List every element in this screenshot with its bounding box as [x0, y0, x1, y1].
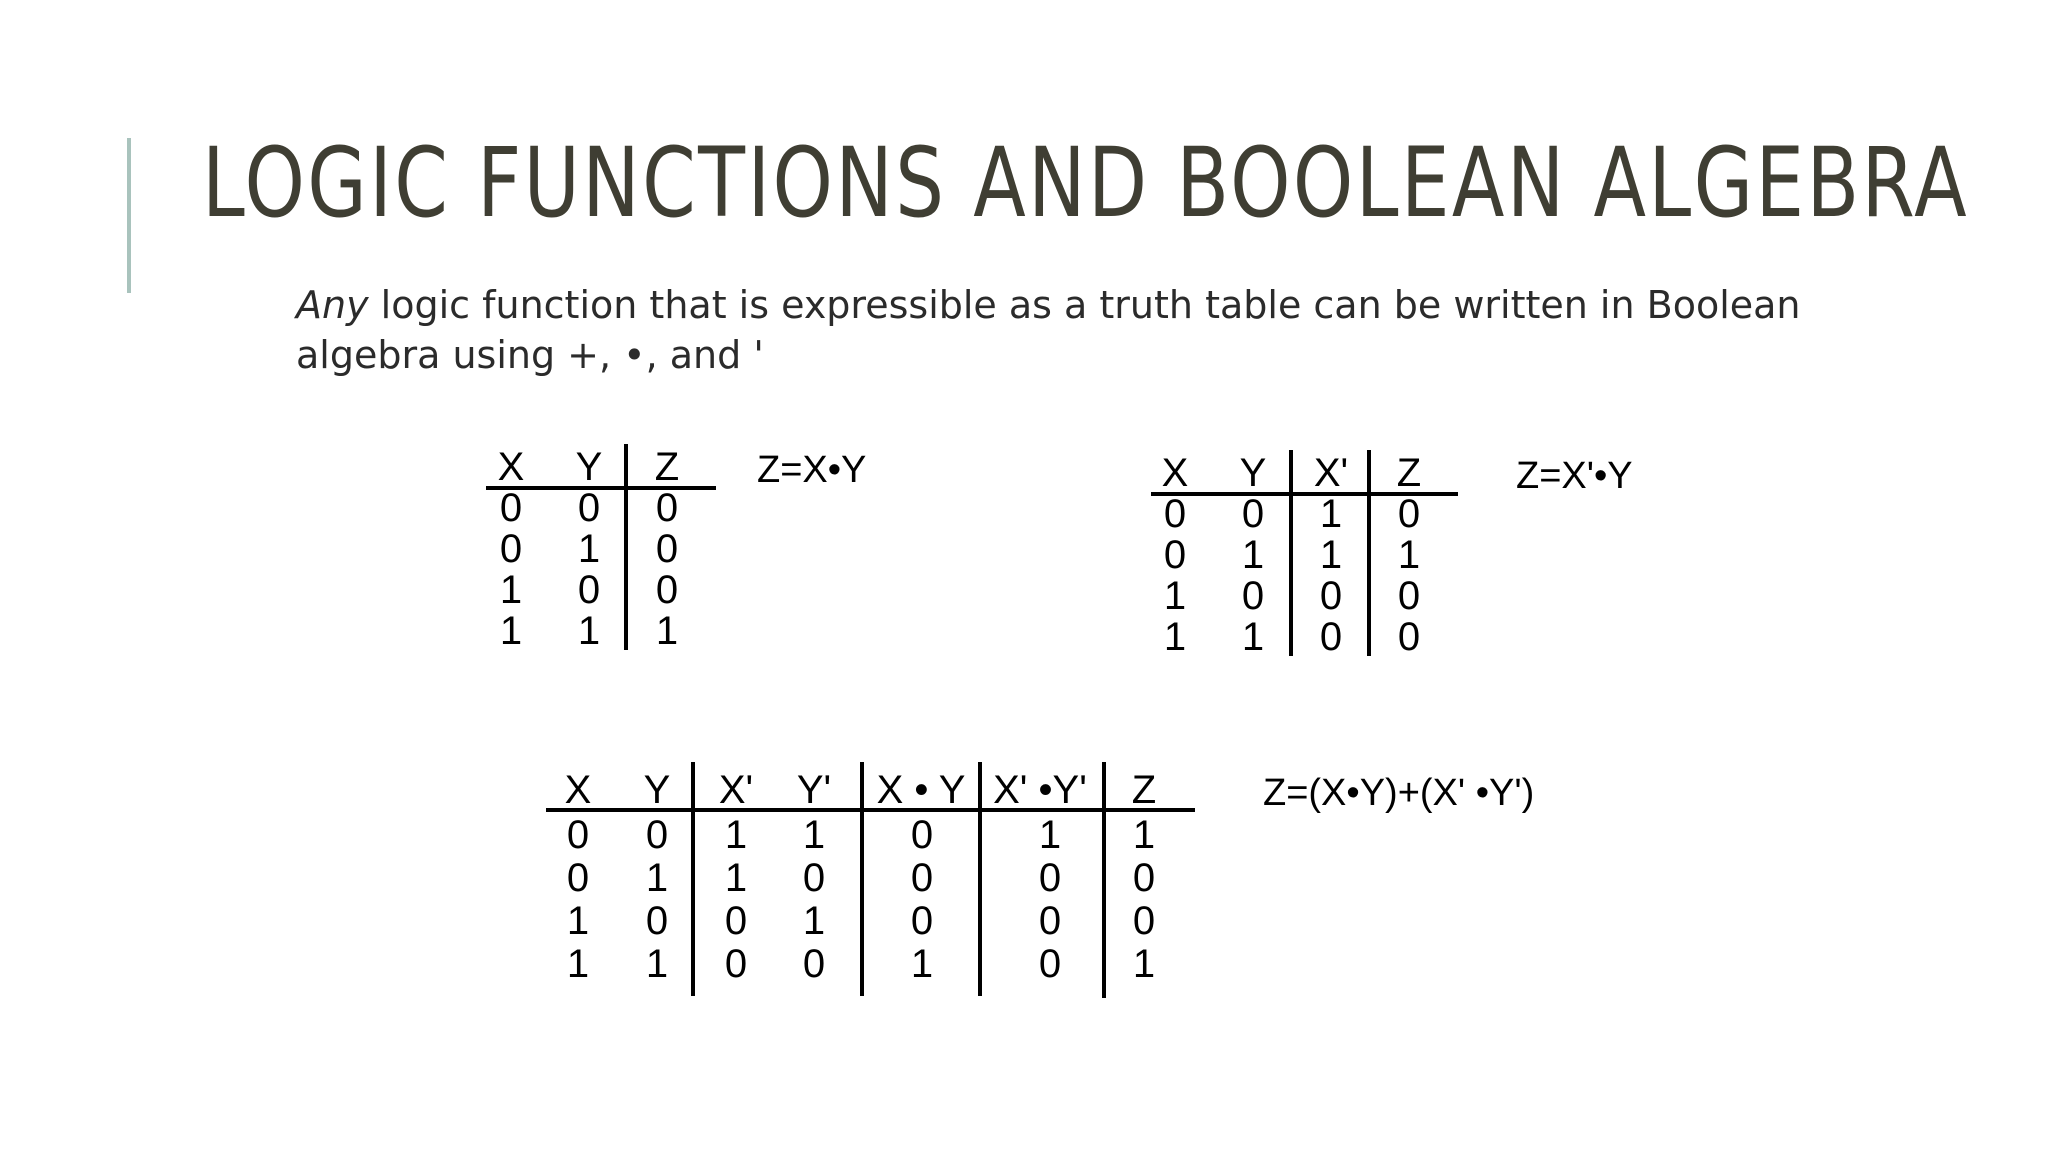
cell: 1 — [910, 942, 934, 986]
cell: 0 — [577, 486, 601, 530]
header-x: X — [564, 768, 592, 812]
cell: 0 — [1397, 492, 1421, 536]
formula-and: Z=X•Y — [757, 449, 867, 491]
cell: 0 — [1397, 615, 1421, 659]
header-x-prime: X' — [1313, 451, 1349, 495]
cell: 0 — [910, 813, 934, 857]
cell: 0 — [1319, 574, 1343, 618]
cell: 1 — [1132, 942, 1156, 986]
cell: 0 — [499, 486, 523, 530]
cell: 1 — [1319, 533, 1343, 577]
cell: 1 — [566, 942, 590, 986]
cell: 0 — [499, 527, 523, 571]
cell: 1 — [1038, 813, 1062, 857]
cell: 1 — [1319, 492, 1343, 536]
header-x-prime: X' — [718, 768, 754, 812]
cell: 1 — [499, 568, 523, 612]
slide-title: LOGIC FUNCTIONS AND BOOLEAN ALGEBRA — [202, 127, 1970, 239]
cell: 0 — [724, 899, 748, 943]
truth-table-and — [480, 440, 730, 655]
cell: 1 — [566, 899, 590, 943]
header-x: X — [497, 445, 525, 489]
cell: 1 — [645, 856, 669, 900]
cell: 0 — [1038, 899, 1062, 943]
body-text — [296, 280, 1936, 380]
cell: 1 — [577, 527, 601, 571]
cell: 1 — [1241, 615, 1265, 659]
cell: 1 — [1163, 574, 1187, 618]
body-emphasis: Any — [296, 283, 369, 327]
cell: 1 — [1241, 533, 1265, 577]
cell: 1 — [1163, 615, 1187, 659]
cell: 0 — [1241, 492, 1265, 536]
header-z: Z — [1396, 451, 1422, 495]
header-z: Z — [654, 445, 680, 489]
cell: 0 — [566, 813, 590, 857]
cell: 0 — [1132, 899, 1156, 943]
body-rest: logic function that is expressible as a truth table can be written in Boolean algebra using +, •, and ' — [296, 283, 1801, 377]
header-x-prime-and-y-prime: X' •Y' — [993, 768, 1087, 812]
cell: 1 — [577, 609, 601, 653]
cell: 0 — [1038, 856, 1062, 900]
cell: 0 — [1397, 574, 1421, 618]
cell: 0 — [645, 899, 669, 943]
cell: 0 — [910, 899, 934, 943]
truth-table-and-grid — [480, 440, 730, 655]
cell: 0 — [577, 568, 601, 612]
accent-bar — [127, 138, 131, 293]
cell: 1 — [499, 609, 523, 653]
cell: 0 — [1038, 942, 1062, 986]
cell: 1 — [724, 813, 748, 857]
truth-table-xnor — [540, 762, 1200, 1007]
cell: 1 — [802, 813, 826, 857]
truth-table-not-x-and-y — [1143, 446, 1473, 661]
header-x: X — [1161, 451, 1189, 495]
cell: 0 — [1132, 856, 1156, 900]
cell: 1 — [1132, 813, 1156, 857]
truth-table-xnor-grid — [540, 762, 1200, 1007]
header-x-and-y: X • Y — [876, 768, 966, 812]
cell: 1 — [802, 899, 826, 943]
cell: 0 — [655, 568, 679, 612]
cell: 0 — [1319, 615, 1343, 659]
cell: 0 — [1163, 492, 1187, 536]
cell: 0 — [724, 942, 748, 986]
cell: 0 — [910, 856, 934, 900]
cell: 0 — [566, 856, 590, 900]
cell: 1 — [724, 856, 748, 900]
cell: 0 — [645, 813, 669, 857]
header-y: Y — [643, 768, 671, 812]
cell: 0 — [655, 527, 679, 571]
cell: 1 — [1397, 533, 1421, 577]
cell: 0 — [802, 942, 826, 986]
header-y-prime: Y' — [796, 768, 832, 812]
formula-not-x-and-y: Z=X'•Y — [1516, 455, 1633, 497]
cell: 0 — [655, 486, 679, 530]
header-z: Z — [1131, 768, 1157, 812]
cell: 0 — [802, 856, 826, 900]
cell: 1 — [655, 609, 679, 653]
cell: 0 — [1163, 533, 1187, 577]
cell: 1 — [645, 942, 669, 986]
formula-xnor: Z=(X•Y)+(X' •Y') — [1263, 772, 1535, 814]
cell: 0 — [1241, 574, 1265, 618]
header-y: Y — [1239, 451, 1267, 495]
header-y: Y — [575, 445, 603, 489]
truth-table-not-x-and-y-grid — [1143, 446, 1473, 661]
